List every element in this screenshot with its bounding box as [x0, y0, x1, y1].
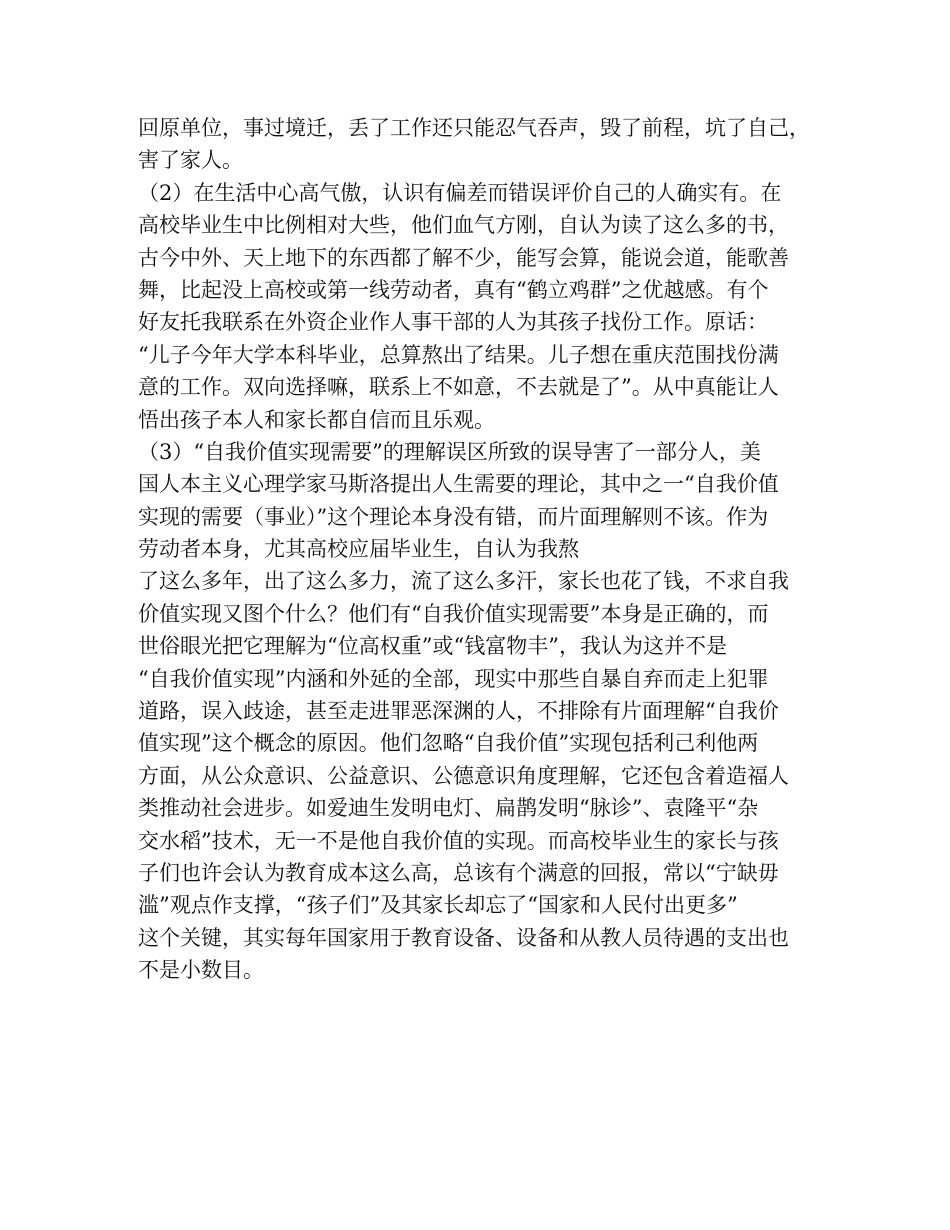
- text-line: 值实现”这个概念的原因。他们忽略“自我价值”实现包括利己利他两: [138, 731, 759, 756]
- text-line: 世俗眼光把它理解为“位高权重”或“钱富物丰”，我认为这并不是: [138, 634, 727, 659]
- text-line: “儿子今年大学本科毕业，总算熬出了结果。儿子想在重庆范围找份满: [138, 342, 779, 367]
- text-line: 了这么多年，出了这么多力，流了这么多汗，家长也花了钱，不求自我: [138, 569, 789, 594]
- text-line: 子们也许会认为教育成本这么高，总该有个满意的回报，常以“宁缺毋: [138, 860, 779, 885]
- text-line: 意的工作。双向选择嘛，联系上不如意，不去就是了”。从中真能让人: [138, 375, 779, 400]
- text-line: 不是小数目。: [138, 958, 264, 983]
- text-line: 古今中外、天上地下的东西都了解不少，能写会算，能说会道，能歌善: [138, 245, 789, 270]
- text-line: 悟出孩子本人和家长都自信而且乐观。: [138, 407, 495, 432]
- text-line: “自我价值实现”内涵和外延的全部，现实中那些自暴自弃而走上犯罪: [138, 666, 769, 691]
- text-line: 类推动社会进步。如爱迪生发明电灯、扁鹊发明“脉诊”、袁隆平“杂: [138, 796, 759, 821]
- text-line: 实现的需要（事业）”这个理论本身没有错，而片面理解则不该。作为: [138, 504, 769, 529]
- text-line: 价值实现又图个什么？他们有“自我价值实现需要”本身是正确的，而: [138, 601, 769, 626]
- text-line: 害了家人。: [138, 148, 243, 173]
- text-line: （3）“自我价值实现需要”的理解误区所致的误导害了一部分人，美: [138, 439, 761, 464]
- text-line: 国人本主义心理学家马斯洛提出人生需要的理论，其中之一“自我价值: [138, 472, 779, 497]
- text-line: 舞，比起没上高校或第一线劳动者，真有“鹤立鸡群”之优越感。有个: [138, 277, 769, 302]
- body-text: [138, 112, 828, 987]
- text-line: 交水稻”技术，无一不是他自我价值的实现。而高校毕业生的家长与孩: [138, 828, 779, 853]
- text-line: 劳动者本身，尤其高校应届毕业生，自认为我熬: [138, 537, 579, 562]
- text-line: 方面，从公众意识、公益意识、公德意识角度理解，它还包含着造福人: [138, 763, 789, 788]
- text-line: （2）在生活中心高气傲，认识有偏差而错误评价自己的人确实有。在: [138, 180, 782, 205]
- text-line: 这个关键，其实每年国家用于教育设备、设备和从教人员待遇的支出也: [138, 925, 789, 950]
- text-line: 高校毕业生中比例相对大些，他们血气方刚，自认为读了这么多的书，: [138, 213, 789, 238]
- text-line: 回原单位，事过境迁，丢了工作还只能忍气吞声，毁了前程，坑了自己，: [138, 116, 810, 140]
- text-line: 道路，误入歧途，甚至走进罪恶深渊的人，不排除有片面理解“自我价: [138, 699, 779, 724]
- text-line: 好友托我联系在外资企业作人事干部的人为其孩子找份工作。原话：: [138, 310, 768, 335]
- text-line: 滥”观点作支撑，“孩子们”及其家长却忘了“国家和人民付出更多”: [138, 893, 738, 918]
